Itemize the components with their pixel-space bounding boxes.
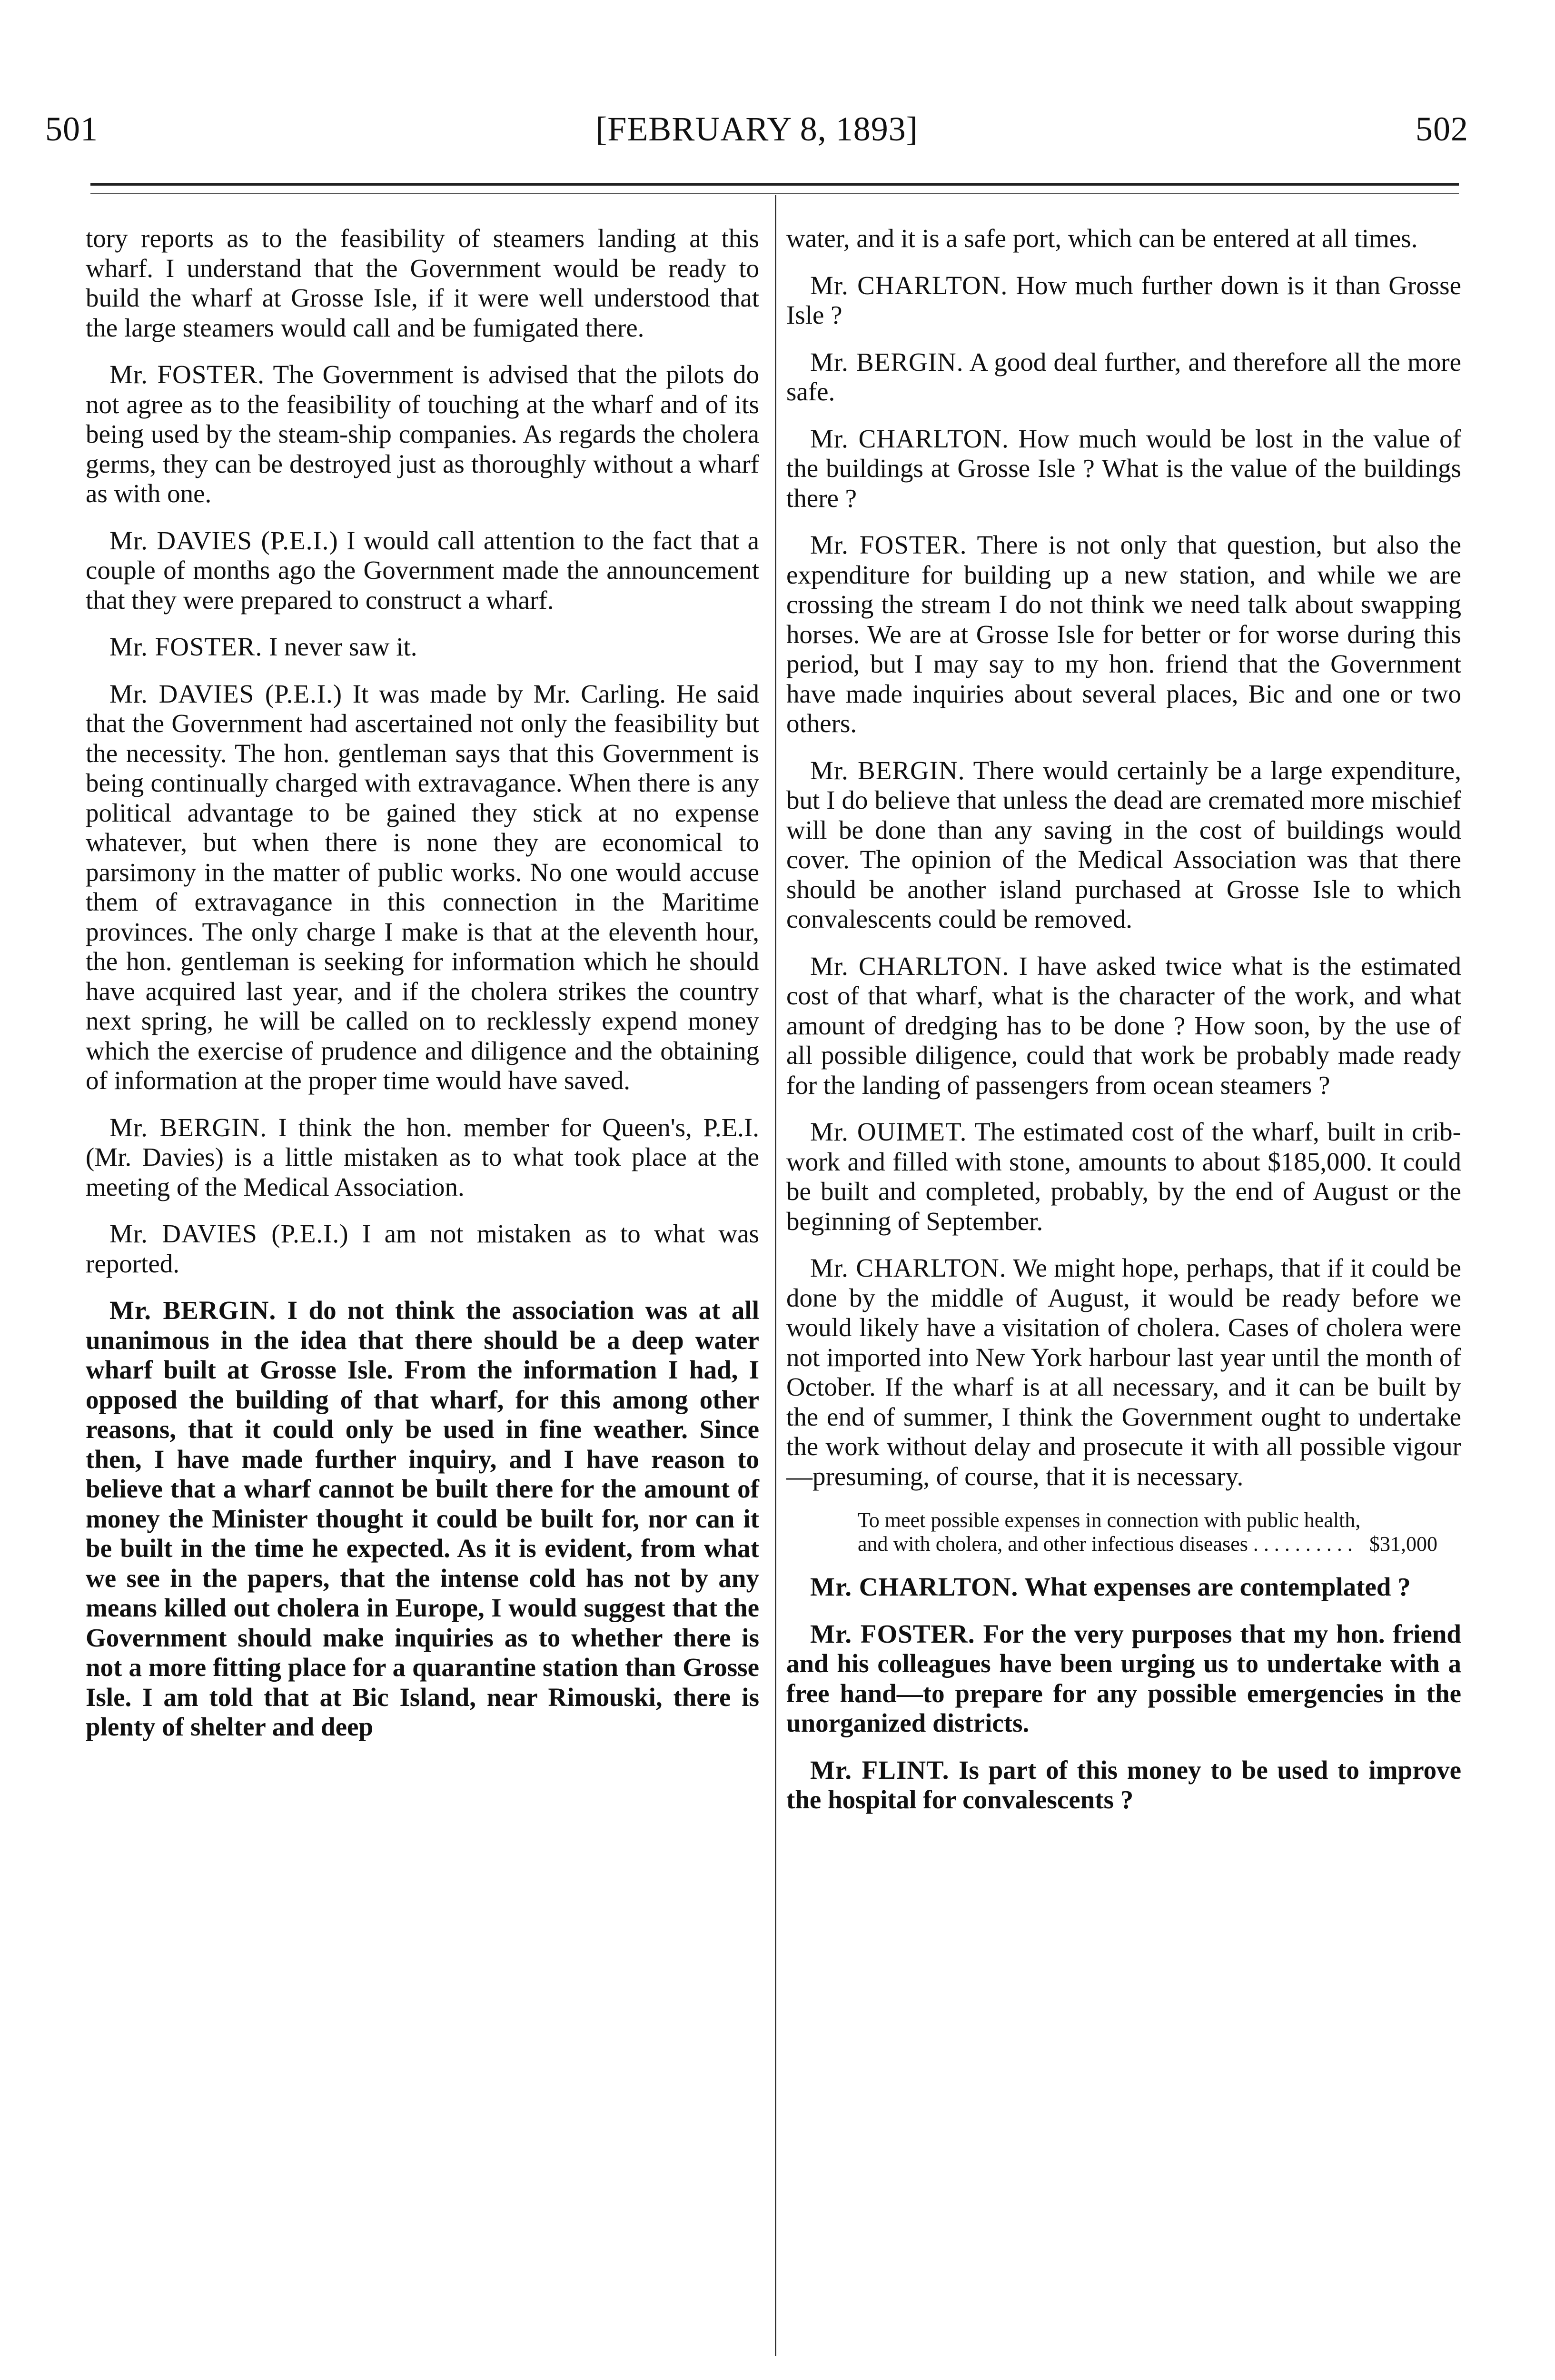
paragraph <box>786 347 1461 407</box>
speech-text: How much would be lost in the value of the buildings at Grosse Isle ? What is the value of the buildings there ? <box>786 424 1461 513</box>
paragraph <box>86 679 759 1096</box>
speech-text: The Government is advised that the pilots do not agree as to the feasibility of touching at the wharf and of its being used by the steam-ship companies. As regards the cholera germs, they can be destroyed just as thoroughly without a wharf as with one. <box>86 360 760 508</box>
speech-text: I am not mistaken as to what was reported. <box>86 1219 759 1278</box>
page-number-right: 502 <box>1416 110 1468 148</box>
paragraph <box>86 1219 759 1279</box>
speech-text: I never saw it. <box>268 632 417 661</box>
paragraph <box>786 1572 1461 1602</box>
header-rule <box>90 183 1459 186</box>
speaker-name: Mr. CHARLTON. <box>810 1572 1019 1601</box>
paragraph <box>786 1253 1461 1491</box>
speaker-name: Mr. DAVIES (P.E.I.) <box>109 679 343 708</box>
paragraph <box>786 1117 1461 1236</box>
speech-text: For the very purposes that my hon. friend and his colleagues have been urging us to undertake with a free hand—to prepare for any possible emergencies in the unorganized districts. <box>786 1619 1462 1737</box>
speaker-name: Mr. FOSTER. <box>810 1619 975 1648</box>
paragraph <box>786 224 1461 254</box>
estimate-item <box>786 1508 1461 1556</box>
right-column <box>786 224 1461 1832</box>
speech-text: There would certainly be a large expenditure, but I do believe that unless the dead are cremated more mischief will be done than any saving in the cost of buildings would cover. The opinion of the Medical Association was that there should be another island purchased at Grosse Isle to which convalescents could be removed. <box>786 755 1461 933</box>
speaker-name: Mr. DAVIES (P.E.I.) <box>109 1219 349 1248</box>
speech-text: water, and it is a safe port, which can be entered at all times. <box>786 224 1418 253</box>
speech-text: tory reports as to the feasibility of steamers landing at this wharf. I understand that the Government would be ready to build the wharf at Grosse Isle, if it were well understood that the large steamers would call and be fumigated there. <box>86 224 759 342</box>
speech-text: I would call attention to the fact that a couple of months ago the Government made the announcement that they were prepared to construct a wharf. <box>86 526 759 615</box>
speaker-name: Mr. BERGIN. <box>109 1296 277 1325</box>
page-number-left: 501 <box>45 110 98 148</box>
speech-text: A good deal further, and therefore all the more safe. <box>786 347 1461 406</box>
speech-text: There is not only that question, but also the expenditure for building up a new station, and while we are crossing the stream I do not think we need talk about swapping horses. We are at Grosse Isle for better or for worse during this period, but I may say to my hon. friend that the Government have made inquiries about several places, Bic and one or two others. <box>786 530 1461 738</box>
header-rule-thin <box>90 193 1459 194</box>
speech-text: It was made by Mr. Carling. He said that the Government had ascertained not only the feasibility but the necessity. The hon. gentleman says that this Government is being continually charged with extravagance. When there is any political advantage to be gained they stick at no expense whatever, but when there is none they are economical to parsimony in the matter of public works. No one would accuse them of extravagance in this connection in the Maritime provinces. The only charge I make is that at the eleventh hour, the hon. gentleman is seeking for information which he should have acquired last year, and if the cholera strikes the country next spring, he will be called on to recklessly expend money which the exercise of prudence and diligence and the obtaining of information at the proper time would have saved. <box>86 679 760 1095</box>
paragraph <box>86 526 759 615</box>
speech-text: We might hope, perhaps, that if it could be done by the middle of August, it would be ready before we would likely have a visitation of cholera. Cases of cholera were not imported into New York harbour last year until the month of October. If the wharf is at all necessary, and it can be built by the end of summer, I think the Government ought to undertake the work without delay and prosecute it with all possible vigour—presuming, of course, that it is necessary. <box>786 1253 1461 1491</box>
speaker-name: Mr. DAVIES (P.E.I.) <box>109 526 338 555</box>
speaker-name: Mr. BERGIN. <box>810 755 965 785</box>
speech-text: Is part of this money to be used to improve the hospital for convalescents ? <box>786 1755 1462 1814</box>
paragraph <box>86 360 759 509</box>
paragraph <box>786 424 1461 514</box>
paragraph <box>86 1113 759 1202</box>
speech-text: What expenses are contemplated ? <box>1024 1572 1411 1601</box>
speaker-name: Mr. FOSTER. <box>109 632 263 661</box>
speaker-name: Mr. OUIMET. <box>810 1117 967 1146</box>
speaker-name: Mr. BERGIN. <box>109 1112 267 1142</box>
page-header <box>45 109 1468 167</box>
speech-text: How much further down is it than Grosse Isle ? <box>786 270 1461 329</box>
estimate-description: To meet possible expenses in connection with public health, and with cholera, and other infectious diseases . . . . . . . . . . <box>858 1508 1361 1556</box>
speaker-name: Mr. CHARLTON. <box>810 424 1009 453</box>
paragraph <box>786 530 1461 739</box>
paragraph <box>86 1296 759 1742</box>
speech-text: I have asked twice what is the estimated cost of that wharf, what is the character of the work, and what amount of dredging has to be done ? How soon, by the use of all possible diligence, could that work be probably made ready for the landing of passengers from ocean steamers ? <box>786 951 1461 1100</box>
paragraph <box>86 224 759 343</box>
speaker-name: Mr. FLINT. <box>810 1755 950 1785</box>
speaker-name: Mr. CHARLTON. <box>810 270 1008 300</box>
paragraph <box>786 756 1461 934</box>
speech-text: I do not think the association was at all unanimous in the idea that there should be a deep water wharf built at Grosse Isle. From the information I had, I opposed the building of that wharf, for this among other reasons, that it could only be used in fine weather. Since then, I have made further inquiry, and I have reason to believe that a wharf cannot be built there for the amount of money the Minister thought it could be built for, nor can it be built in the time he expected. As it is evident, from what we see in the papers, that the intense cold has not by any means killed out cholera in Europe, I would suggest that the Government should make inquiries as to whether there is not a more fitting place for a quarantine station than Grosse Isle. I am told that at Bic Island, near Rimouski, there is plenty of shelter and deep <box>86 1296 759 1741</box>
speech-text: The estimated cost of the wharf, built in crib-work and filled with stone, amounts to about $185,000. It could be built and completed, probably, by the end of August or the beginning of September. <box>786 1117 1461 1236</box>
column-divider <box>775 195 776 2356</box>
paragraph <box>786 1619 1461 1738</box>
estimate-amount: $31,000 <box>1369 1532 1437 1556</box>
paragraph <box>786 952 1461 1101</box>
speaker-name: Mr. FOSTER. <box>810 530 967 559</box>
speaker-name: Mr. BERGIN. <box>810 347 964 377</box>
page-date: [FEBRUARY 8, 1893] <box>595 110 918 148</box>
speaker-name: Mr. CHARLTON. <box>810 951 1010 981</box>
speaker-name: Mr. FOSTER. <box>109 360 265 389</box>
speaker-name: Mr. CHARLTON. <box>810 1253 1007 1282</box>
paragraph <box>786 271 1461 330</box>
paragraph <box>786 1755 1461 1815</box>
paragraph <box>86 632 759 662</box>
speech-text: I think the hon. member for Queen's, P.E.I. (Mr. Davies) is a little mistaken as to what took place at the meeting of the Medical Association. <box>86 1112 759 1201</box>
left-column <box>86 224 759 1759</box>
